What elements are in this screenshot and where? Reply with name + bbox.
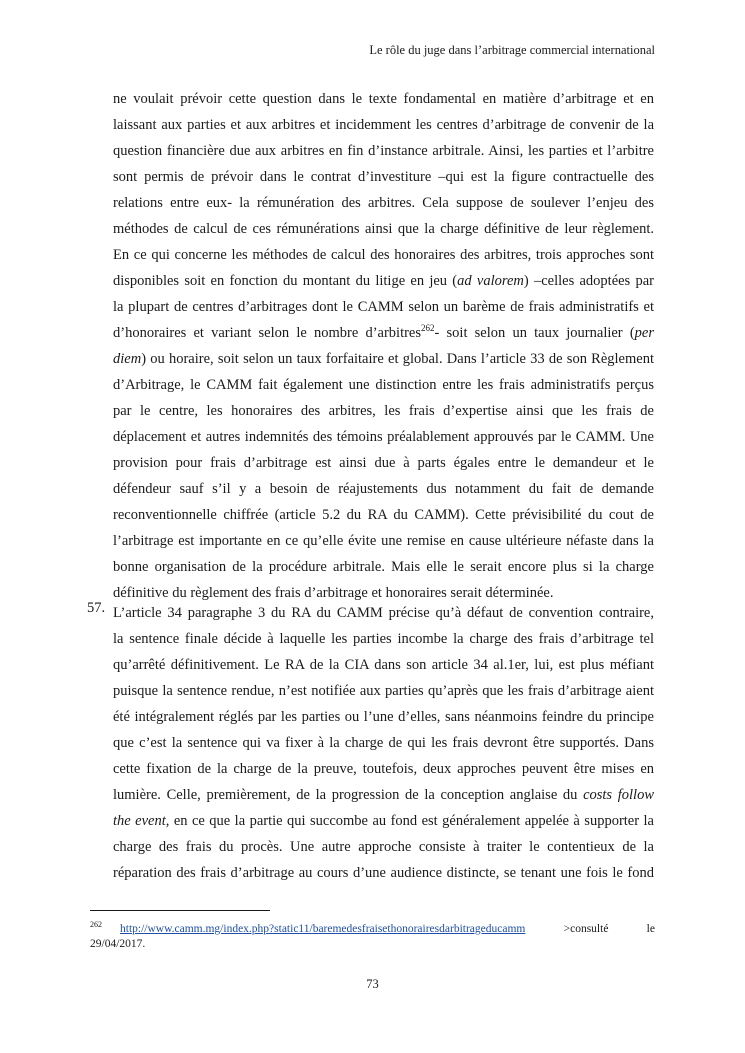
text-line: puisque la sentence rendue, n’est notifiée aux parties qu’après que les frais d’arbitrage aient xyxy=(113,683,654,699)
footnote-le: le xyxy=(646,922,655,935)
text-line: charge des frais du procès. Une autre approche consiste à traiter le contentieux de la xyxy=(113,839,654,855)
text-span: en ce que la partie qui succombe au fond est généralement appelée à supporter la xyxy=(169,813,654,829)
text-line: que c’est la sentence qui va fixer à la charge de qui les frais devront être supportés. Dans xyxy=(113,735,654,751)
text-line: été intégralement réglés par les parties ou l’une d’elles, sans néanmoins feindre du principe xyxy=(113,709,654,725)
running-header: Le rôle du juge dans l’arbitrage commercial international xyxy=(369,43,655,57)
text-line: la plupart de centres d’arbitrages dont le CAMM selon un barème de frais administratifs et xyxy=(113,299,654,315)
paragraph-56-continuation xyxy=(113,86,654,606)
italic-term: costs follow xyxy=(583,787,654,803)
text-line: provision pour frais d’arbitrage est ainsi due à parts égales entre le demandeur et le xyxy=(113,455,654,471)
text-span: disponibles soit en fonction du montant du litige en jeu ( xyxy=(113,273,458,289)
footnote xyxy=(90,917,655,952)
text-line: cette fixation de la charge de la preuve, toutefois, deux approches peuvent être mises en xyxy=(113,761,654,777)
text-line: l’arbitrage est importante en ce qu’elle évite une remise en cause ultérieure néfaste dans la xyxy=(113,533,654,549)
italic-term: per xyxy=(634,325,654,341)
text-line xyxy=(113,268,654,294)
text-line: d’Arbitrage, le CAMM fait également une distinction entre les frais administratifs perçus xyxy=(113,377,654,393)
footnote-date: 29/04/2017. xyxy=(90,937,146,950)
text-span: d’honoraires et variant selon le nombre d’arbitres xyxy=(113,325,422,341)
text-span: lumière. Celle, premièrement, de la progression de la conception anglaise du xyxy=(113,787,584,803)
text-line: réparation des frais d’arbitrage au cours d’une audience distincte, se tenant une fois le fond xyxy=(113,865,654,881)
italic-term: diem xyxy=(113,351,142,367)
footnote-number: 262 xyxy=(90,920,102,929)
text-line: relations entre eux- la rémunération des arbitres. Cela suppose de soulever l’enjeu des xyxy=(113,195,654,211)
footnote-line xyxy=(90,917,655,937)
paragraph-number: 57. xyxy=(87,600,106,616)
text-line: par le centre, les honoraires des arbitres, les frais d’expertise ainsi que les frais de xyxy=(113,403,654,419)
text-line: déplacement et autres indemnités des témoins préalablement approuvés par le CAMM. Une xyxy=(113,429,654,445)
footnote-link[interactable]: http://www.camm.mg/index.php?static11/baremedesfraisethonorairesdarbitrageducamm xyxy=(120,922,526,935)
text-span: ) –celles adoptées par xyxy=(523,273,654,289)
text-line: définitive du règlement des frais d’arbitrage et honoraires serait déterminée. xyxy=(113,585,554,601)
footnote-reference[interactable]: 262 xyxy=(421,323,435,334)
italic-term: ad valorem xyxy=(457,273,524,289)
text-span: ) ou horaire, soit selon un taux forfaitaire et global. Dans l’article 33 de son Règlement xyxy=(141,351,654,367)
text-line: question financière due aux arbitres en fin d’instance arbitrale. Ainsi, les parties et l’arbitre xyxy=(113,143,654,159)
text-line: ne voulait prévoir cette question dans le texte fondamental en matière d’arbitrage et en xyxy=(113,91,654,107)
text-line: sont permis de prévoir dans le contrat d’investiture –qui est la figure contractuelle des xyxy=(113,169,654,185)
paragraph-57 xyxy=(87,600,654,886)
text-line: laissant aux parties et aux arbitres et incidemment les centres d’arbitrage de convenir de la xyxy=(113,117,654,133)
text-span: - soit selon un taux journalier ( xyxy=(434,325,635,341)
italic-term: the event, xyxy=(113,813,170,829)
page-number: 73 xyxy=(366,977,379,991)
text-line: reconventionnelle chiffrée (article 5.2 du RA du CAMM). Cette prévisibilité du cout de xyxy=(113,507,654,523)
text-line: défendeur sauf s’il y a besoin de réajustements dus notamment du fait de demande xyxy=(113,481,654,497)
text-line xyxy=(113,808,654,834)
text-line: la sentence finale décide à laquelle les parties incombe la charge des frais d’arbitrage tel xyxy=(113,631,654,647)
footnote-separator xyxy=(90,910,270,911)
text-line xyxy=(113,346,654,372)
footnote-lead xyxy=(90,917,525,937)
text-line: bonne organisation de la procédure arbitrale. Mais elle le serait encore plus si la charge xyxy=(113,559,654,575)
footnote-consulted: >consulté xyxy=(563,922,609,935)
text-line xyxy=(113,320,654,346)
text-line xyxy=(113,782,654,808)
text-line: méthodes de calcul de ces rémunérations ainsi que la charge définitive de leur règlement. xyxy=(113,221,654,237)
text-line: En ce qui concerne les méthodes de calcul des honoraires des arbitres, trois approches sont xyxy=(113,247,654,263)
text-line: qu’arrêté définitivement. Le RA de la CIA dans son article 34 al.1er, lui, est plus méfiant xyxy=(113,657,654,673)
text-line: L’article 34 paragraphe 3 du RA du CAMM précise qu’à défaut de convention contraire, xyxy=(113,605,654,621)
